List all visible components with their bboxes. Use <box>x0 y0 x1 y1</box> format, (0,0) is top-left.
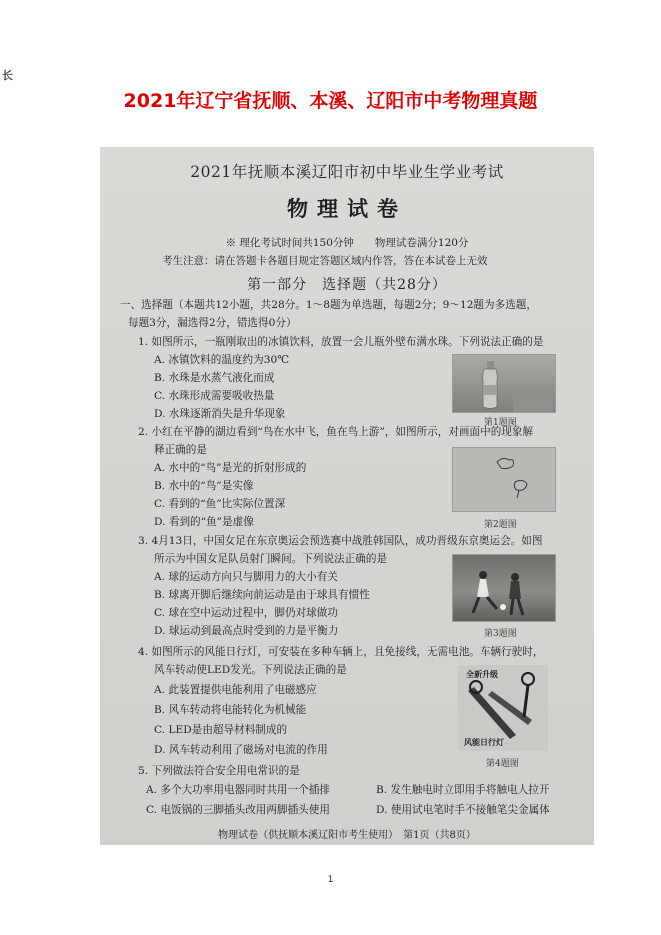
figure-1-caption: 第1题图 <box>484 418 517 428</box>
figure-3-caption: 第3题图 <box>484 629 517 639</box>
question-1-option-d: D. 水珠逐渐消失是升华现象 <box>154 408 286 420</box>
paper-footer: 物理试卷（供抚顺本溪辽阳市考生使用） 第1页（共8页） <box>218 830 476 841</box>
question-4-option-a: A. 此装置提供电能利用了电磁感应 <box>154 684 317 696</box>
section-heading-cont: 每题3分，漏选得2分，错选得0分） <box>128 317 297 329</box>
bird-fish-sketch-icon <box>453 448 555 511</box>
question-2-option-b: B. 水中的“鸟”是实像 <box>154 480 254 492</box>
question-4-stem-cont: 风车转动使LED发光。下列说法正确的是 <box>154 664 347 676</box>
paper-title: 物理试卷 <box>287 196 407 221</box>
question-3-stem-cont: 所示为中国女足队员射门瞬间。下列说法正确的是 <box>154 553 388 565</box>
question-1-option-a: A. 冰镇饮料的温度约为30℃ <box>154 354 290 366</box>
question-2-option-a: A. 水中的“鸟”是光的折射形成的 <box>154 462 307 474</box>
exam-title: 2021年抚顺本溪辽阳市初中毕业生学业考试 <box>190 163 504 181</box>
question-1-option-b: B. 水珠是水蒸气液化而成 <box>154 372 275 384</box>
question-5-option-b: B. 发生触电时立即用手将触电人拉开 <box>376 784 550 796</box>
question-3-option-b: B. 球离开脚后继续向前运动是由于球具有惯性 <box>154 589 370 601</box>
question-3-option-a: A. 球的运动方向只与脚用力的大小有关 <box>154 571 338 583</box>
exam-paper-photo <box>100 147 594 845</box>
document-title: 2021年辽宁省抚顺、本溪、辽阳市中考物理真题 <box>123 90 538 112</box>
soccer-players-icon <box>453 555 555 621</box>
bird-fish-figure <box>452 447 556 512</box>
question-1-stem: 1. 如图所示，一瓶刚取出的冰镇饮料，放置一会儿瓶外壁布满水珠。下列说法正确的是 <box>138 336 544 348</box>
question-1-option-c: C. 水珠形成需要吸收热量 <box>154 390 275 402</box>
question-5-option-c: C. 电饭锅的三脚插头改用两脚插头使用 <box>146 804 330 816</box>
fig-label-wind-lamp: 风能日行灯 <box>464 738 504 747</box>
candidate-notice: 考生注意：请在答题卡各题目规定答题区域内作答，答在本试卷上无效 <box>162 255 488 267</box>
page-number: 1 <box>327 875 334 885</box>
bottle-figure <box>452 354 556 413</box>
question-2-option-d: D. 看到的“鱼”是虚像 <box>154 516 254 528</box>
soccer-photo <box>452 554 556 622</box>
bottle-icon <box>453 355 555 412</box>
question-5-option-d: D. 使用试电笔时手不接触笔尖金属体 <box>376 804 550 816</box>
part-title: 第一部分 选择题（共28分） <box>247 277 447 293</box>
question-2-stem: 2. 小红在平静的湖边看到“鸟在水中飞，鱼在鸟上游”，如图所示，对画面中的现象解 <box>138 426 534 438</box>
section-heading: 一、选择题（本题共12小题，共28分。1～8题为单选题，每题2分；9～12题为多选题， <box>120 299 537 311</box>
question-3-stem: 3. 4月13日，中国女足在东京奥运会预选赛中战胜韩国队，成功晋级东京奥运会。如图 <box>138 535 543 547</box>
question-3-option-c: C. 球在空中运动过程中，脚仍对球做功 <box>154 607 338 619</box>
edge-mark: 长 <box>2 69 13 82</box>
question-2-option-c: C. 看到的“鱼”比实际位置深 <box>154 498 286 510</box>
figure-4-caption: 第4题图 <box>486 759 519 769</box>
question-3-option-d: D. 球运动到最高点时受到的力是平衡力 <box>154 625 339 637</box>
question-4-option-b: B. 风车转动将电能转化为机械能 <box>154 704 307 716</box>
question-2-stem-cont: 释正确的是 <box>154 444 207 456</box>
question-4-option-d: D. 风车转动利用了磁场对电流的作用 <box>154 744 328 756</box>
question-5-stem: 5. 下列做法符合安全用电常识的是 <box>138 765 300 777</box>
fig-label-upgrade: 全新升级 <box>466 670 498 679</box>
question-4-option-c: C. LED是由超导材料制成的 <box>154 724 288 736</box>
question-4-stem: 4. 如图所示的风能日行灯，可安装在多种车辆上，且免接线，无需电池。车辆行驶时， <box>138 646 544 658</box>
figure-2-caption: 第2题图 <box>484 520 517 530</box>
exam-info-line: ※ 理化考试时间共150分钟 物理试卷满分120分 <box>225 237 469 249</box>
question-5-option-a: A. 多个大功率用电器同时共用一个插排 <box>146 784 330 796</box>
wind-lamp-figure <box>458 665 548 751</box>
